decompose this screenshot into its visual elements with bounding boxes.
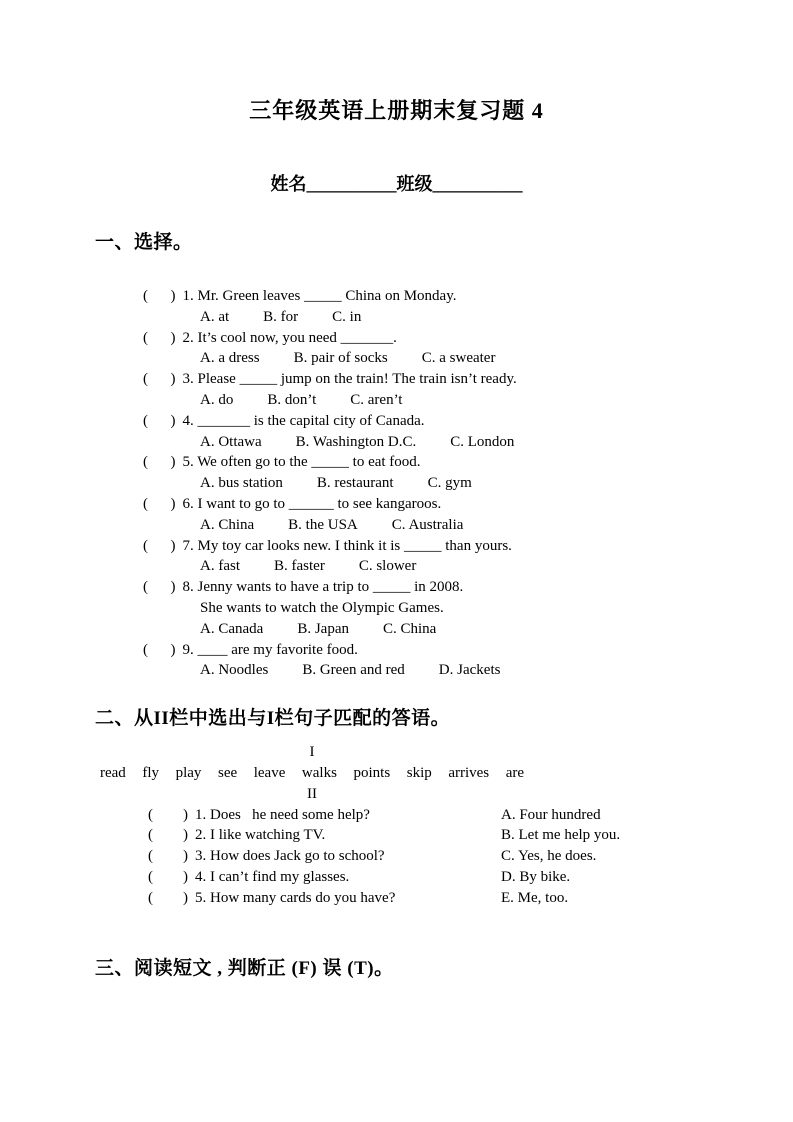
answer-bracket: ( ) xyxy=(143,454,176,471)
matching-row xyxy=(148,867,793,888)
question-option: A. a dress xyxy=(200,350,260,367)
matching-row xyxy=(148,805,793,826)
question-stem-line xyxy=(143,640,793,661)
name-class-line xyxy=(0,172,793,197)
question-option: B. for xyxy=(263,308,299,325)
word-bank-item: see xyxy=(218,764,238,781)
word-bank-item: leave xyxy=(253,764,286,781)
question-stem-text: 4. _______ is the capital city of Canada. xyxy=(182,412,425,429)
question-stem-line xyxy=(143,369,793,390)
question-option: C. London xyxy=(450,433,515,450)
matching-row xyxy=(148,888,793,909)
word-bank-item: are xyxy=(505,764,524,781)
answer-bracket: ( ) xyxy=(148,848,188,865)
question-option: C. Australia xyxy=(391,516,464,533)
answer-bracket: ( ) xyxy=(143,329,176,346)
matching-answer: C. Yes, he does. xyxy=(501,848,597,865)
question-options xyxy=(200,348,793,369)
question-stem-text: 5. We often go to the _____ to eat food. xyxy=(182,454,421,471)
question-stem-line xyxy=(143,286,793,307)
question-option: C. slower xyxy=(358,558,417,575)
word-bank xyxy=(100,763,524,784)
question-option: A. Ottawa xyxy=(200,433,262,450)
question-item xyxy=(143,536,793,578)
word-bank-item: fly xyxy=(142,764,160,781)
column-two-label: II xyxy=(307,785,317,802)
question-stem-text: 8. Jenny wants to have a trip to _____ in 2008. xyxy=(182,579,464,596)
question-item xyxy=(143,494,793,536)
word-bank-item: skip xyxy=(406,764,432,781)
section-one-questions xyxy=(143,286,793,681)
question-option: B. Japan xyxy=(297,620,349,637)
question-options xyxy=(200,515,793,536)
answer-bracket: ( ) xyxy=(143,495,176,512)
question-option: B. Green and red xyxy=(302,662,405,679)
answer-bracket: ( ) xyxy=(143,641,176,658)
word-bank-item: play xyxy=(175,764,202,781)
question-item xyxy=(143,577,793,639)
question-option: B. restaurant xyxy=(316,475,394,492)
column-one-label: I xyxy=(309,744,315,761)
question-item xyxy=(143,640,793,682)
question-options xyxy=(200,307,793,328)
question-option: C. a sweater xyxy=(421,350,496,367)
question-option: A. at xyxy=(200,308,230,325)
question-option: A. Canada xyxy=(200,620,264,637)
question-options xyxy=(200,390,793,411)
question-item xyxy=(143,369,793,411)
question-stem-line xyxy=(143,577,793,598)
question-option: B. Washington D.C. xyxy=(295,433,417,450)
question-options xyxy=(200,619,793,640)
question-option: B. the USA xyxy=(288,516,358,533)
question-option: A. do xyxy=(200,391,234,408)
question-options xyxy=(200,556,793,577)
answer-bracket: ( ) xyxy=(148,868,188,885)
class-label: 班级 xyxy=(396,174,433,194)
matching-question: 4. I can’t find my glasses. xyxy=(195,868,350,885)
question-options xyxy=(200,432,793,453)
question-options xyxy=(200,473,793,494)
section-two-heading: 二、从II栏中选出与I栏句子匹配的答语。 xyxy=(95,708,451,730)
answer-bracket: ( ) xyxy=(148,827,188,844)
answer-bracket: ( ) xyxy=(148,806,188,823)
answer-bracket: ( ) xyxy=(143,288,176,304)
question-stem-line xyxy=(143,328,793,349)
question-option: A. China xyxy=(200,516,255,533)
question-option: C. in xyxy=(332,308,362,325)
name-blank: __________ xyxy=(306,174,397,194)
question-item xyxy=(143,328,793,370)
matching-question: 5. How many cards do you have? xyxy=(195,889,396,906)
matching-question: 2. I like watching TV. xyxy=(195,827,326,844)
question-options xyxy=(200,660,793,681)
question-option: B. don’t xyxy=(267,391,317,408)
word-bank-item: walks xyxy=(301,764,337,781)
matching-row xyxy=(148,846,793,867)
class-blank: __________ xyxy=(432,174,523,194)
section-three-heading: 三、阅读短文 , 判断正 (F) 误 (T)。 xyxy=(95,957,394,979)
question-stem-line xyxy=(143,536,793,557)
question-option: A. Noodles xyxy=(200,662,269,679)
question-stem-text: 7. My toy car looks new. I think it is _____ than yours. xyxy=(182,537,512,554)
answer-bracket: ( ) xyxy=(148,889,188,906)
question-option: C. aren’t xyxy=(350,391,403,408)
matching-row xyxy=(148,825,793,846)
answer-bracket: ( ) xyxy=(143,537,176,554)
answer-bracket: ( ) xyxy=(143,371,176,388)
question-extra-line: She wants to watch the Olympic Games. xyxy=(200,599,444,616)
question-stem-text: 2. It’s cool now, you need _______. xyxy=(182,329,397,346)
answer-bracket: ( ) xyxy=(143,412,176,429)
matching-answer: D. By bike. xyxy=(501,868,571,885)
word-bank-item: arrives xyxy=(448,764,490,781)
matching-question: 1. Does he need some help? xyxy=(195,806,370,823)
question-stem-text: 6. I want to go to ______ to see kangaroos. xyxy=(182,495,442,512)
question-option: C. gym xyxy=(427,475,472,492)
question-stem-text: 3. Please _____ jump on the train! The train isn’t ready. xyxy=(182,371,517,388)
question-option: B. faster xyxy=(274,558,325,575)
name-label: 姓名 xyxy=(270,174,307,194)
question-stem-text: 9. ____ are my favorite food. xyxy=(182,641,358,658)
question-stem-line xyxy=(143,494,793,515)
matching-question: 3. How does Jack go to school? xyxy=(195,848,385,865)
word-bank-item: points xyxy=(353,764,391,781)
matching-answer: B. Let me help you. xyxy=(501,827,621,844)
page-title: 三年级英语上册期末复习题 4 xyxy=(249,98,544,123)
matching-answer: E. Me, too. xyxy=(501,889,569,906)
matching-answer: A. Four hundred xyxy=(501,806,601,823)
word-bank-item: read xyxy=(100,764,126,781)
question-item xyxy=(143,452,793,494)
word-bank-area xyxy=(100,742,524,804)
answer-bracket: ( ) xyxy=(143,579,176,596)
question-option: A. fast xyxy=(200,558,240,575)
question-option: D. Jackets xyxy=(438,662,501,679)
question-option: B. pair of socks xyxy=(293,350,388,367)
question-item xyxy=(143,286,793,328)
section-one-heading: 一、选择。 xyxy=(95,232,193,253)
question-option: C. China xyxy=(382,620,437,637)
question-stem-line xyxy=(143,411,793,432)
question-item xyxy=(143,411,793,453)
question-option: A. bus station xyxy=(200,475,283,492)
question-stem-line xyxy=(143,452,793,473)
matching-list xyxy=(148,805,793,909)
question-stem-text: 1. Mr. Green leaves _____ China on Monday. xyxy=(182,288,457,304)
